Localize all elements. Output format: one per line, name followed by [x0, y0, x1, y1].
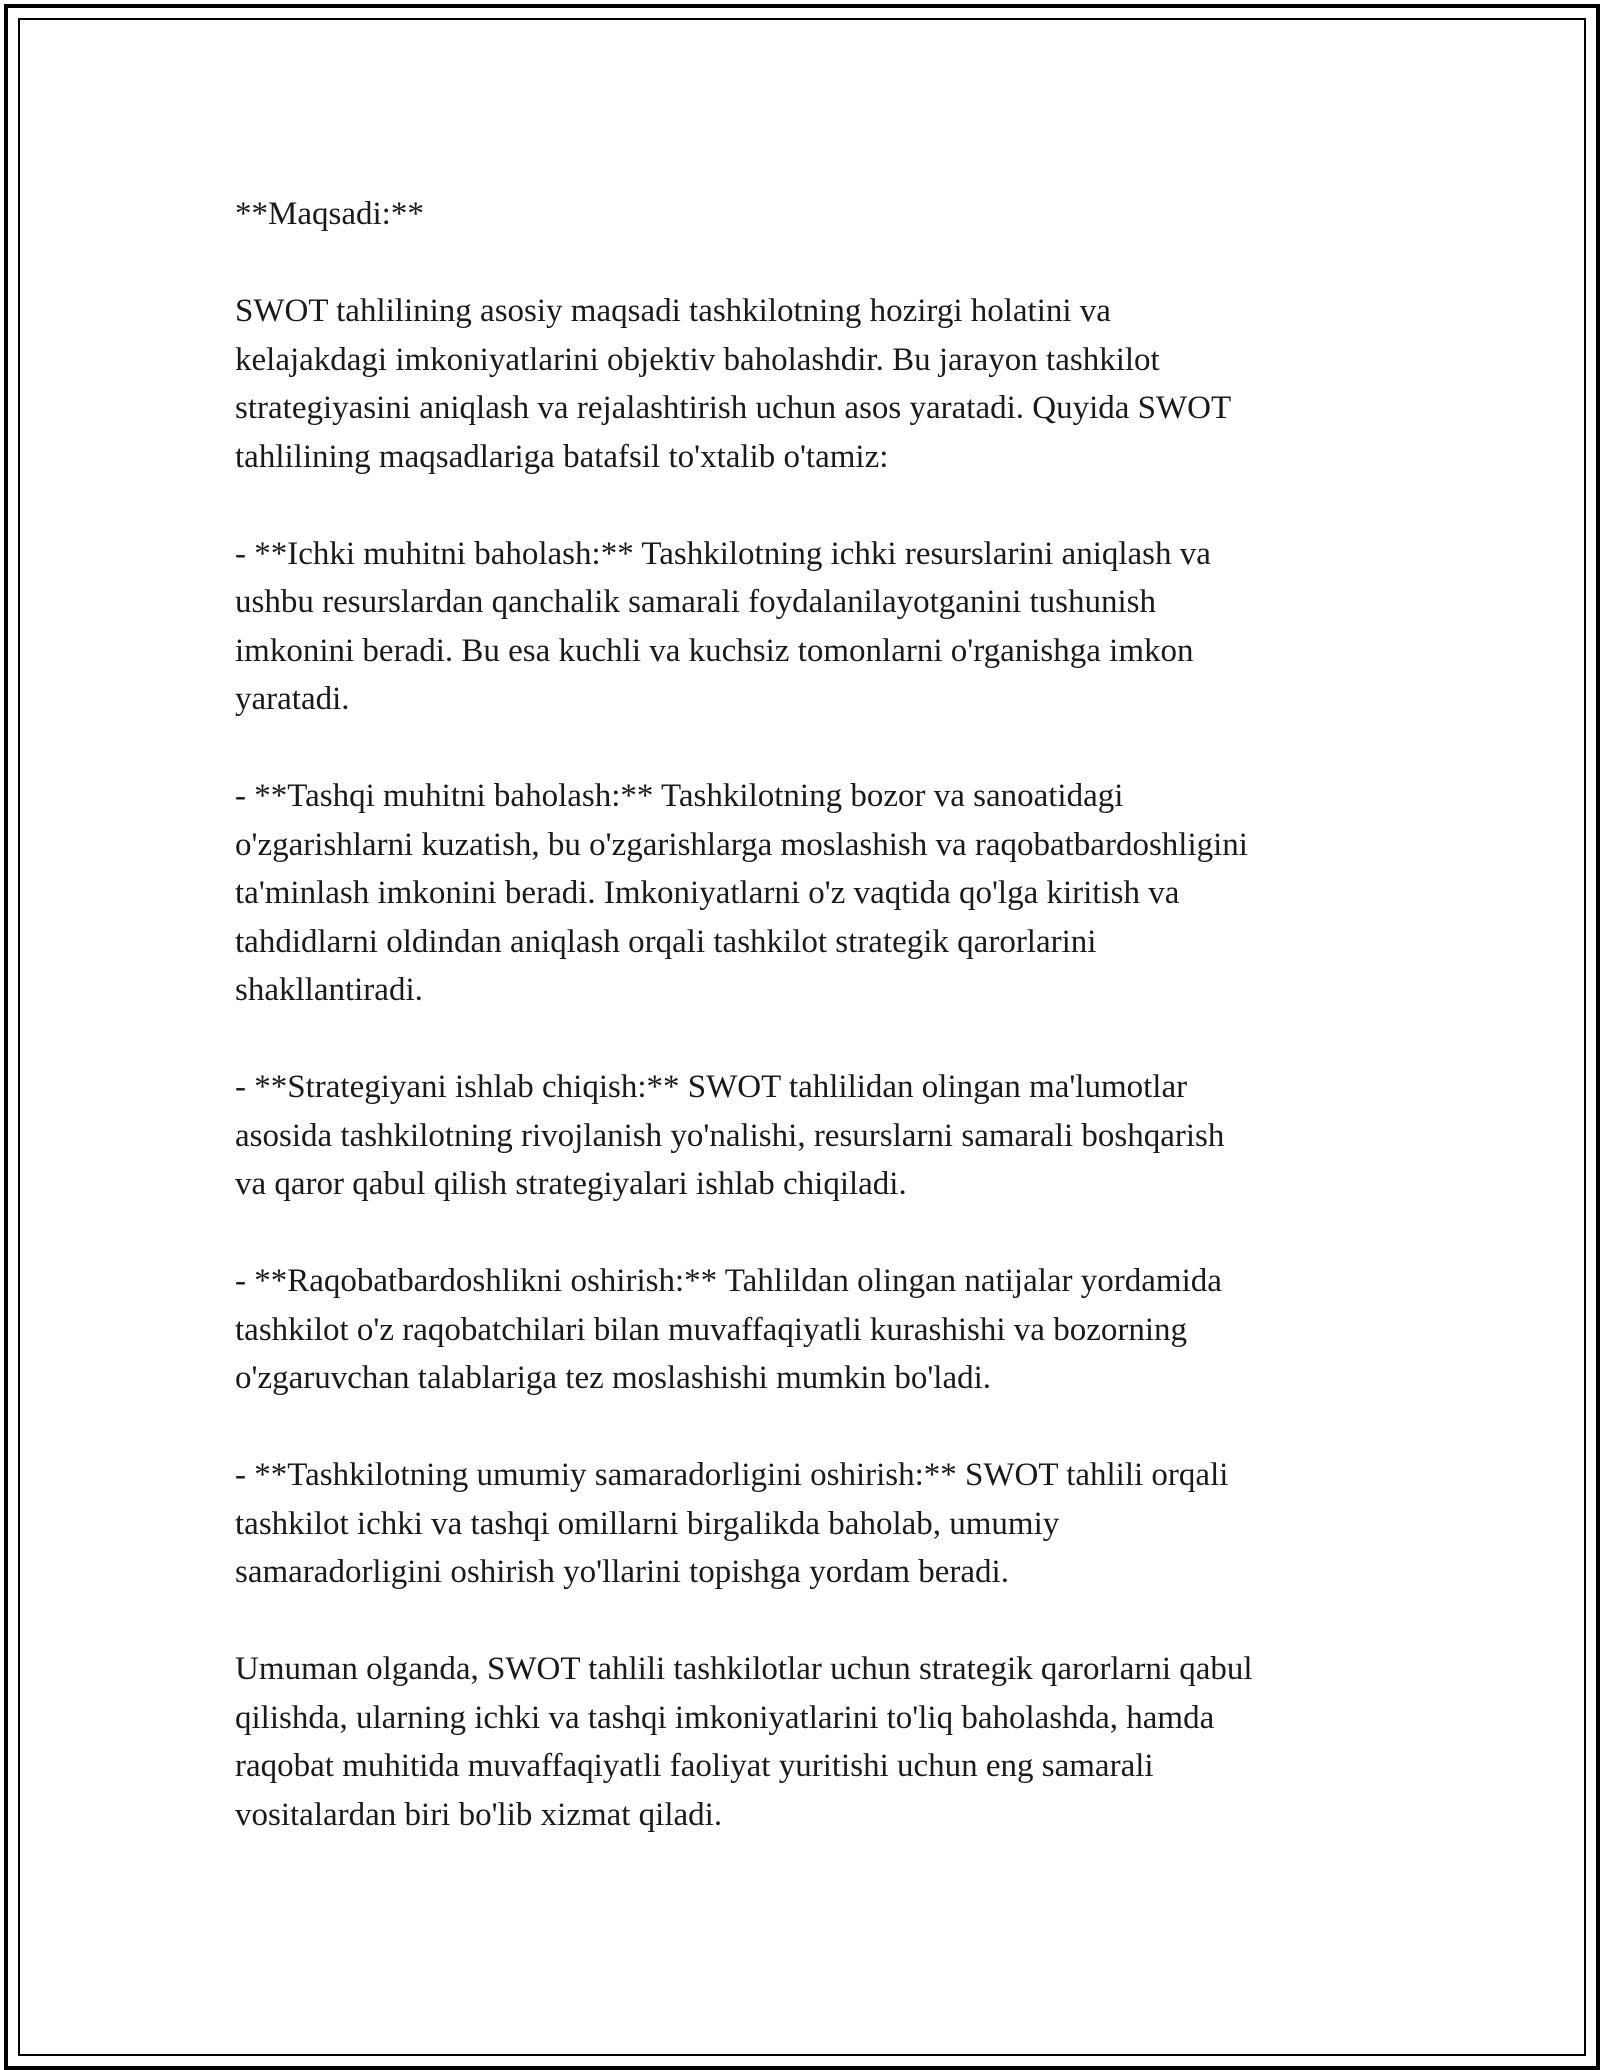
list-item-strategy-development: - **Strategiyani ishlab chiqish:** SWOT tahlilidan olingan ma'lumotlar asosida tashkilotning rivojlanish yo'nalishi, resurslarni samarali boshqarish va qaror qabul qilish strategiyalari ishlab chiqiladi. [235, 1069, 1225, 1202]
list-item-internal-environment: - **Ichki muhitni baholash:** Tashkilotning ichki resurslarini aniqlash va ushbu resurslardan qanchalik samarali foydalanilayotganini tushunish imkonini beradi. Bu esa kuchli va kuchsiz tomonlarni o'rganishga imkon yaratadi. [235, 535, 1211, 717]
section-heading: **Maqsadi:** [235, 196, 424, 232]
intro-paragraph: SWOT tahlilining asosiy maqsadi tashkilotning hozirgi holatini va kelajakdagi imkoniyatlarini objektiv baholashdir. Bu jarayon tashkilot strategiyasini aniqlash va rejalashtirish uchun asos yaratadi. Quyida SWOT tahlilining maqsadlariga batafsil to'xtalib o'tamiz: [235, 293, 1232, 475]
list-item-competitiveness: - **Raqobatbardoshlikni oshirish:** Tahlildan olingan natijalar yordamida tashkilot o'z raqobatchilari bilan muvaffaqiyatli kurashishi va bozorning o'zgaruvchan talablariga tez moslashishi mumkin bo'ladi. [235, 1263, 1222, 1396]
list-item-external-environment: - **Tashqi muhitni baholash:** Tashkilotning bozor va sanoatidagi o'zgarishlarni kuzatish, bu o'zgarishlarga moslashish va raqobatbardoshligini ta'minlash imkonini beradi. Imkoniyatlarni o'z vaqtida qo'lga kiritish va tahdidlarni oldindan aniqlash orqali tashkilot strategik qarorlarini shakllantiradi. [235, 778, 1248, 1008]
document-body [235, 190, 1375, 1839]
conclusion-paragraph: Umuman olganda, SWOT tahlili tashkilotlar uchun strategik qarorlarni qabul qilishda, ularning ichki va tashqi imkoniyatlarini to'liq baholashda, hamda raqobat muhitida muvaffaqiyatli faoliyat yuritishi uchun eng samarali vositalardan biri bo'lib xizmat qiladi. [235, 1651, 1253, 1833]
list-item-overall-efficiency: - **Tashkilotning umumiy samaradorligini oshirish:** SWOT tahlili orqali tashkilot ichki va tashqi omillarni birgalikda baholab, umumiy samaradorligini oshirish yo'llarini topishga yordam beradi. [235, 1457, 1229, 1590]
